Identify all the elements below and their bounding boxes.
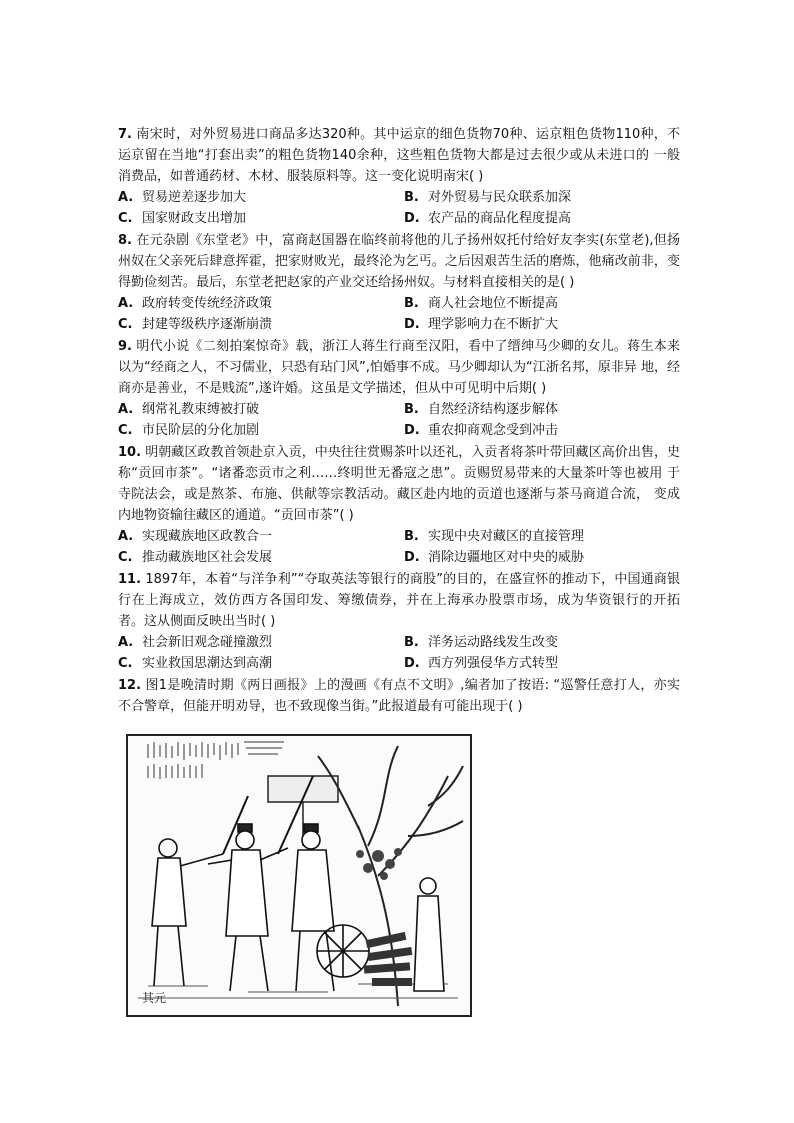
question-number: 9. [118, 339, 132, 354]
option-text: 西方列强侵华方式转型 [428, 656, 559, 671]
option-c [118, 314, 404, 335]
question-7 [118, 124, 680, 229]
option-d [404, 314, 680, 335]
question-text: 南宋时，对外贸易进口商品多达320种。其中运京的细色货物70种、运京粗色货物110种，不 运京留在当地“打套出卖”的粗色货物140余种，这些粗色货物大都是过去很少或从未进口的 一般消费品，如普通药材、木材、服装原料等。这一变化说明南宋( ) [118, 127, 680, 184]
option-text: 对外贸易与民众联系加深 [428, 190, 572, 205]
firewood-pile [364, 932, 413, 986]
question-stem [118, 442, 680, 526]
question-stem [118, 675, 680, 717]
option-b [404, 632, 680, 653]
option-c [118, 547, 404, 568]
option-label: A. [118, 635, 134, 650]
caption-scribble [148, 742, 284, 779]
option-grid [118, 526, 680, 568]
option-grid [118, 293, 680, 335]
option-label: C. [118, 423, 133, 438]
option-label: B. [404, 190, 419, 205]
cartoon-figure [126, 734, 472, 1017]
option-a [118, 293, 404, 314]
option-text: 重农抑商观念受到冲击 [428, 423, 559, 438]
question-12 [118, 675, 680, 717]
question-text: 明朝藏区政教首领赴京入贡，中央往往赏赐茶叶以还礼，入贡者将茶叶带回藏区高价出售，史 称“贡回市茶”。“诸番恋贡市之利……终明世无番寇之患”。贡赐贸易带来的大量茶叶等也被用 于寺院法会，或是熬茶、布施、供献等宗教活动。藏区赴内地的贡道也逐渐与茶马商道合流， 变成内地物资输往藏区的通道。“贡回市茶”( ) [118, 445, 680, 523]
option-text: 封建等级秩序逐渐崩溃 [142, 317, 273, 332]
question-stem [118, 124, 680, 187]
option-label: B. [404, 635, 419, 650]
question-9 [118, 336, 680, 441]
option-text: 商人社会地位不断提高 [428, 296, 559, 311]
option-text: 政府转变传统经济政策 [142, 296, 273, 311]
option-d [404, 547, 680, 568]
option-label: D. [404, 211, 420, 226]
option-label: D. [404, 423, 420, 438]
question-stem [118, 569, 680, 632]
question-number: 10. [118, 445, 142, 460]
option-text: 实现藏族地区政教合一 [142, 529, 273, 544]
option-c [118, 420, 404, 441]
option-label: A. [118, 402, 134, 417]
option-text: 推动藏族地区社会发展 [142, 550, 273, 565]
question-list [118, 124, 680, 717]
option-text: 纲常礼教束缚被打破 [142, 402, 260, 417]
question-10 [118, 442, 680, 568]
question-text: 在元杂剧《东堂老》中，富商赵国器在临终前将他的儿子扬州奴托付给好友李实(东堂老),但扬州奴在父亲死后肆意挥霍，把家财败光，最终沦为乞丐。之后因艰苦生活的磨炼，他痛改前非，变得勤俭刻苦。最后，东堂老把赵家的产业交还给扬州奴。与材料直接相关的是( ) [118, 233, 681, 290]
option-text: 理学影响力在不断扩大 [428, 317, 559, 332]
option-c [118, 653, 404, 674]
option-text: 国家财政支出增加 [142, 211, 247, 226]
option-label: D. [404, 317, 420, 332]
artist-signature: 其元 [142, 991, 167, 1005]
option-label: A. [118, 190, 134, 205]
option-b [404, 526, 680, 547]
option-label: C. [118, 550, 133, 565]
option-grid [118, 399, 680, 441]
option-label: B. [404, 402, 419, 417]
cartoon-illustration [128, 736, 470, 1015]
option-grid [118, 632, 680, 674]
option-text: 市民阶层的分化加剧 [142, 423, 260, 438]
option-label: C. [118, 211, 133, 226]
question-stem [118, 230, 680, 293]
option-a [118, 399, 404, 420]
question-text: 1897年，本着“与洋争利”“夺取英法等银行的商股”的目的，在盛宣怀的推动下，中国通商银 行在上海成立，效仿西方各国印发、筹缴债券，并在上海承办股票市场，成为华资银行的开拓 者。这从侧面反映出当时( ) [118, 572, 680, 629]
option-a [118, 632, 404, 653]
option-c [118, 208, 404, 229]
option-text: 洋务运动路线发生改变 [428, 635, 559, 650]
ground [138, 984, 458, 998]
option-text: 实业救国思潮达到高潮 [142, 656, 273, 671]
option-text: 社会新旧观念碰撞激烈 [142, 635, 273, 650]
option-label: D. [404, 550, 420, 565]
question-text: 图1是晚清时期《两日画报》上的漫画《有点不文明》,编者加了按语: “巡警任意打人，亦实 不合警章，但能开明劝导，也不致现像当街。”此报道最有可能出现于( ) [118, 678, 680, 714]
option-text: 自然经济结构逐步解体 [428, 402, 559, 417]
question-11 [118, 569, 680, 674]
option-b [404, 399, 680, 420]
question-number: 11. [118, 572, 142, 587]
option-d [404, 420, 680, 441]
option-text: 农产品的商品化程度提高 [428, 211, 572, 226]
option-label: A. [118, 529, 134, 544]
option-label: B. [404, 529, 419, 544]
option-b [404, 187, 680, 208]
question-stem [118, 336, 680, 399]
option-label: B. [404, 296, 419, 311]
option-text: 实现中央对藏区的直接管理 [428, 529, 585, 544]
option-grid [118, 187, 680, 229]
option-label: D. [404, 656, 420, 671]
question-number: 8. [118, 233, 132, 248]
option-label: C. [118, 317, 133, 332]
question-text: 明代小说《二刻拍案惊奇》载，浙江人蒋生行商至汉阳，看中了缙绅马少卿的女儿。蒋生本来以为“经商之人，不习儒业，只恐有玷门风”,怕婚事不成。马少卿却认为“江浙名邦，原非异 地，经商亦是善业，不是贱流”,遂许婚。这虽是文学描述，但从中可见明中后期( ) [118, 339, 680, 396]
option-d [404, 653, 680, 674]
question-number: 12. [118, 678, 142, 693]
option-label: C. [118, 656, 133, 671]
question-number: 7. [118, 127, 132, 142]
option-d [404, 208, 680, 229]
option-label: A. [118, 296, 134, 311]
option-b [404, 293, 680, 314]
option-a [118, 187, 404, 208]
option-a [118, 526, 404, 547]
option-text: 贸易逆差逐步加大 [142, 190, 247, 205]
question-8 [118, 230, 680, 335]
option-text: 消除边疆地区对中央的威胁 [428, 550, 585, 565]
